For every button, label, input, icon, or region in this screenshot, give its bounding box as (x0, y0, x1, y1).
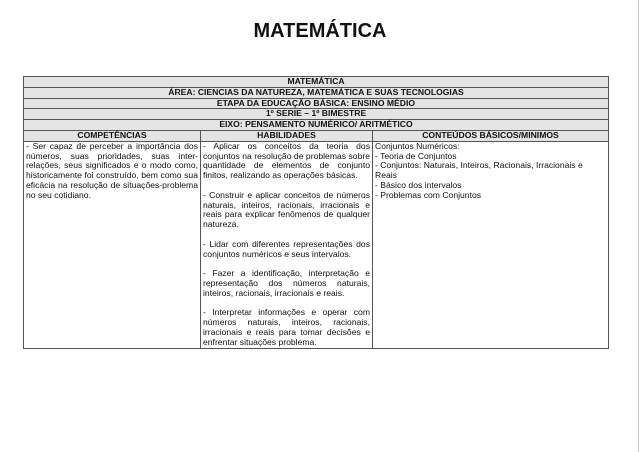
header-row: 1º SERIE – 1º BIMESTRE (24, 109, 609, 120)
page-title: MATEMÁTICA (253, 20, 387, 42)
habilidade-item: - Interpretar informações e operar com números naturais, inteiros, racionais, irracionais e reais para tomar decisões e enfrentar situações problema. (203, 307, 370, 347)
column-header: COMPETÊNCIAS (24, 130, 201, 141)
conteudo-item: - Básico dos intervalos (375, 179, 462, 190)
column-header: HABILIDADES (201, 130, 373, 141)
conteudos-cell (373, 141, 609, 348)
conteudo-item: - Conjuntos: Naturais, Inteiros, Racionais, Irracionais e Reais (375, 160, 583, 181)
header-row: MATEMÁTICA (24, 77, 609, 88)
conteudo-item: Conjuntos Numéricos: (375, 140, 460, 151)
habilidade-item: - Lidar com diferentes representações dos conjuntos numéricos e seus intervalos. (203, 238, 370, 259)
habilidade-item: - Fazer a identificação, interpretação e representação dos números naturais, inteiros, racionais, irracionais e reais. (203, 268, 370, 298)
competencia-item: - Ser capaz de perceber a importância dos números, suas prioridades, suas inter-relações, seus significados e o modo como, historicamente foi construído, bem como sua eficácia na resolução de situações-problema no seu cotidiano. (26, 140, 198, 200)
header-row: ETAPA DA EDUCAÇÃO BÁSICA: ENSINO MÉDIO (24, 98, 609, 109)
conteudo-item: - Problemas com Conjuntos (375, 189, 482, 200)
header-row: ÁREA: CIENCIAS DA NATUREZA, MATEMÁTICA E SUAS TECNOLOGIAS (24, 87, 609, 98)
curriculum-table (23, 76, 609, 349)
habilidade-item: - Construir e aplicar conceitos de números naturais, inteiros, racionais, irracionais e reais para explicar fenômenos de qualquer natureza. (203, 189, 370, 230)
habilidade-item: - Aplicar os conceitos da teoria dos conjuntos na resolução de problemas sobre quantidade de elementos de conjunto finitos, realizando as operações básicas. (203, 140, 370, 181)
column-header: CONTEÚDOS BÁSICOS/MINIMOS (373, 130, 609, 141)
competencias-cell (24, 141, 201, 348)
habilidades-cell (201, 141, 373, 348)
conteudo-item: - Teoria de Conjuntos (375, 150, 457, 161)
header-row: EIXO: PENSAMENTO NUMÉRICO/ ARITMÉTICO (24, 120, 609, 131)
page-edge (638, 0, 639, 452)
